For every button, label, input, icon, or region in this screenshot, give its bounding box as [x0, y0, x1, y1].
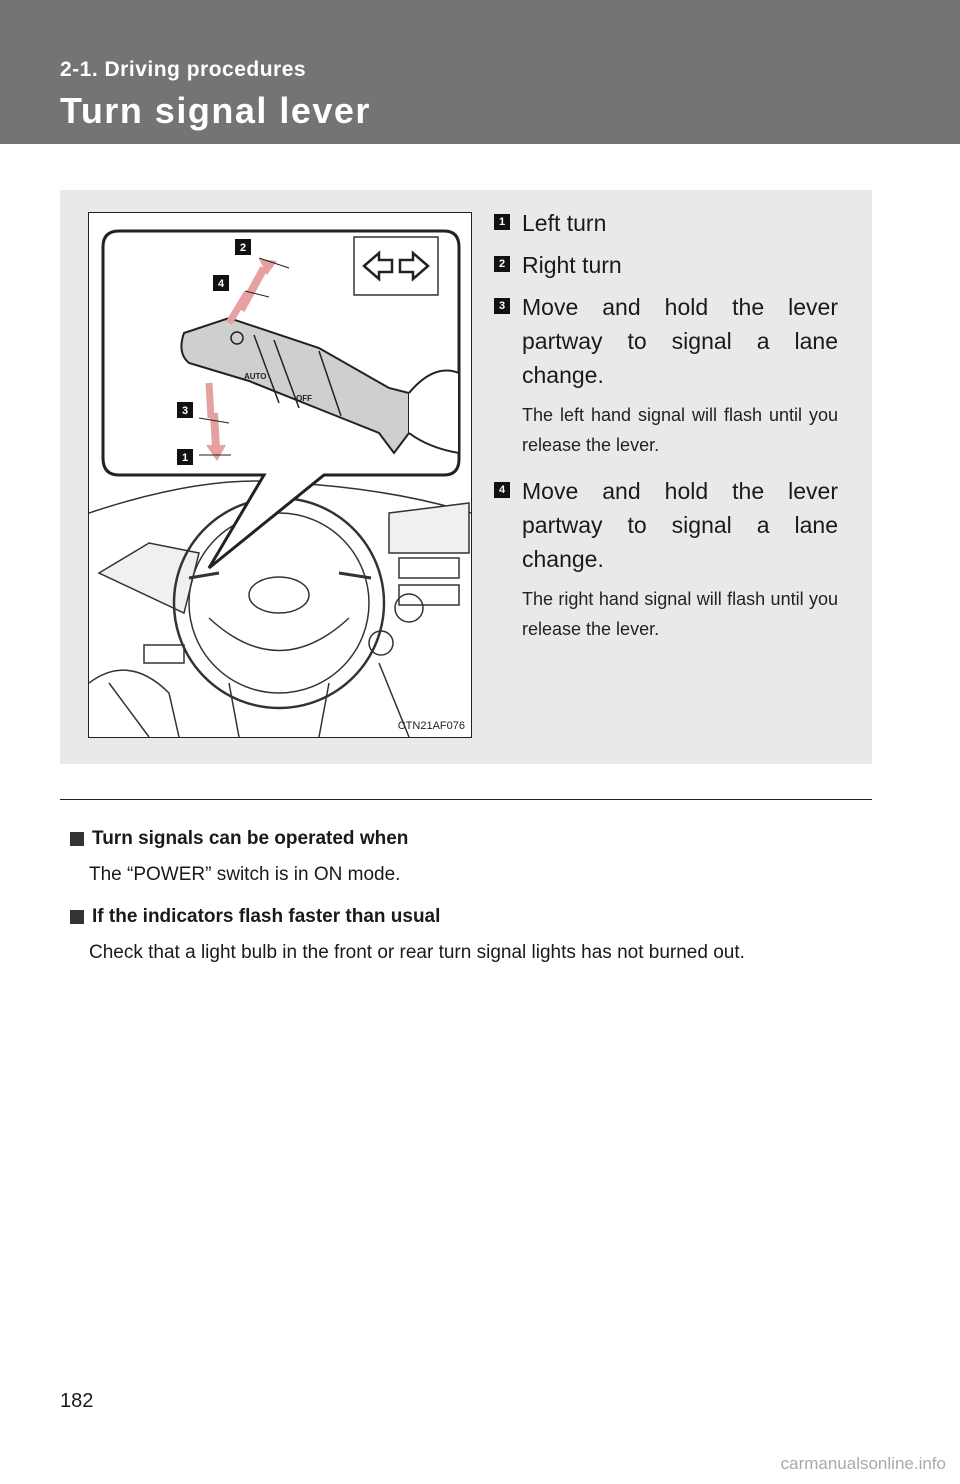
page-header [0, 0, 960, 144]
item-subtext: The left hand signal will flash until you release the lever. [522, 405, 838, 455]
item-subtext: The right hand signal will flash until you release the lever. [522, 589, 838, 639]
section-label: 2-1. Driving procedures [60, 58, 307, 81]
note-body: Check that a light bulb in the front or rear turn signal lights has not burned out. [89, 942, 745, 963]
item-number: 1 [494, 214, 510, 230]
figure-code: CTN21AF076 [397, 720, 465, 732]
note-heading [70, 906, 870, 928]
lever-label-auto: AUTO [244, 372, 267, 381]
item-text: Left turn [522, 210, 607, 236]
item-number: 2 [494, 256, 510, 272]
page-title: Turn signal lever [60, 90, 371, 131]
note-fast-flash [70, 906, 870, 968]
lever-label-off: OFF [296, 394, 312, 403]
note-operation [70, 828, 870, 890]
list-item [494, 290, 838, 460]
item-text: Move and hold the lever partway to signal a lane change. [522, 294, 838, 388]
divider [60, 799, 872, 800]
lever-drawing [89, 213, 471, 737]
item-number: 3 [494, 298, 510, 314]
callout-1: 1 [181, 452, 189, 464]
list-item [494, 474, 838, 644]
item-text: Move and hold the lever partway to signal a lane change. [522, 478, 838, 572]
callout-2: 2 [239, 242, 247, 254]
note-heading [70, 828, 870, 850]
list-item [494, 248, 838, 282]
page-number: 182 [60, 1390, 94, 1412]
watermark: carmanualsonline.info [780, 1454, 946, 1473]
note-heading-text: If the indicators flash faster than usual [92, 906, 441, 927]
item-number: 4 [494, 482, 510, 498]
callout-4: 4 [217, 278, 225, 290]
callout-3: 3 [181, 405, 189, 417]
instruction-list [494, 206, 838, 658]
turn-signal-illustration [88, 212, 472, 738]
note-body: The “POWER” switch is in ON mode. [89, 864, 401, 885]
note-heading-text: Turn signals can be operated when [92, 828, 409, 849]
item-text: Right turn [522, 252, 622, 278]
square-bullet-icon [70, 832, 84, 846]
list-item [494, 206, 838, 240]
square-bullet-icon [70, 910, 84, 924]
